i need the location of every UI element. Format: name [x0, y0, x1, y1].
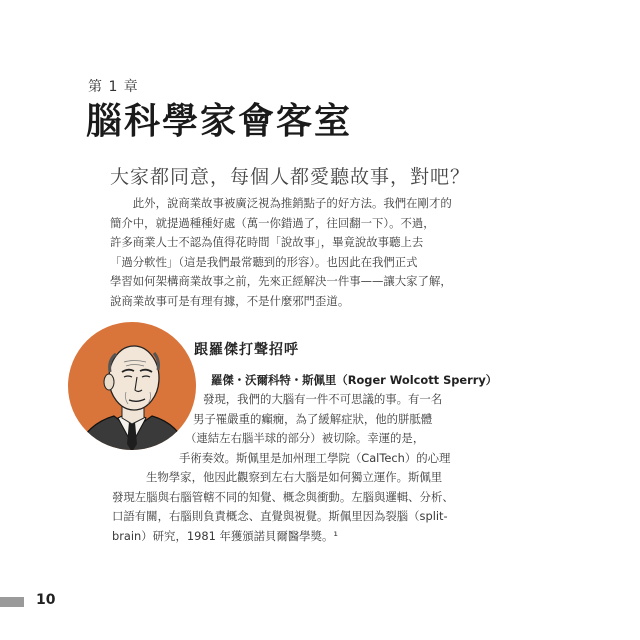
sidebar-line: brain）研究，1981 年獲頒諾貝爾醫學獎。¹ [112, 529, 338, 543]
paragraph-line: 「過分軟性」（這是我們最常聽到的形容）。也因此在我們正式 [110, 254, 418, 269]
paragraph-line: 說商業故事可是有理有據，不是什麼邪門歪道。 [110, 293, 350, 308]
sidebar-line: 手術奏效。斯佩里是加州理工學院（CalTech）的心理 [179, 451, 451, 465]
sidebar-heading: 跟羅傑打聲招呼 [194, 342, 299, 358]
paragraph-line: 此外，說商業故事被廣泛視為推銷點子的好方法。我們在剛才的 [110, 196, 452, 210]
intro-paragraph [110, 194, 470, 312]
sidebar-line: 口語有關，右腦則負責概念、直覺與視覺。斯佩里因為裂腦（split- [112, 509, 448, 523]
paragraph-line: 學習如何架構商業故事之前，先來正經解決一件事——讓大家了解， [110, 274, 452, 289]
sidebar-line: 發現左腦與右腦管轄不同的知覺、概念與衝動。左腦與邏輯、分析、 [112, 490, 454, 504]
sidebar-line: 男子罹嚴重的癲癇，為了緩解症狀，他的胼胝體 [193, 412, 433, 426]
sidebar-line: 生物學家，他因此觀察到左右大腦是如何獨立運作。斯佩里 [146, 470, 443, 484]
paragraph-line: 許多商業人士不認為值得花時間「說故事」，畢竟說故事聽上去 [110, 235, 424, 250]
sidebar-line: 發現，我們的大腦有一件不可思議的事。有一名 [203, 392, 443, 406]
page-number: 10 [36, 592, 56, 608]
chapter-label: 第 1 章 [88, 79, 139, 95]
paragraph-line: 簡介中，就提過種種好處（萬一你錯過了，往回翻一下）。不過， [110, 215, 435, 230]
sidebar-line: （連結左右腦半球的部分）被切除。幸運的是， [185, 431, 425, 445]
sidebar-name-line: 羅傑・沃爾科特・斯佩里（Roger Wolcott Sperry） [211, 373, 498, 387]
section-heading: 大家都同意，每個人都愛聽故事，對吧？ [110, 166, 471, 188]
chapter-title: 腦科學家會客室 [86, 101, 353, 142]
portrait-illustration [66, 320, 198, 452]
footer-bar [0, 597, 24, 607]
